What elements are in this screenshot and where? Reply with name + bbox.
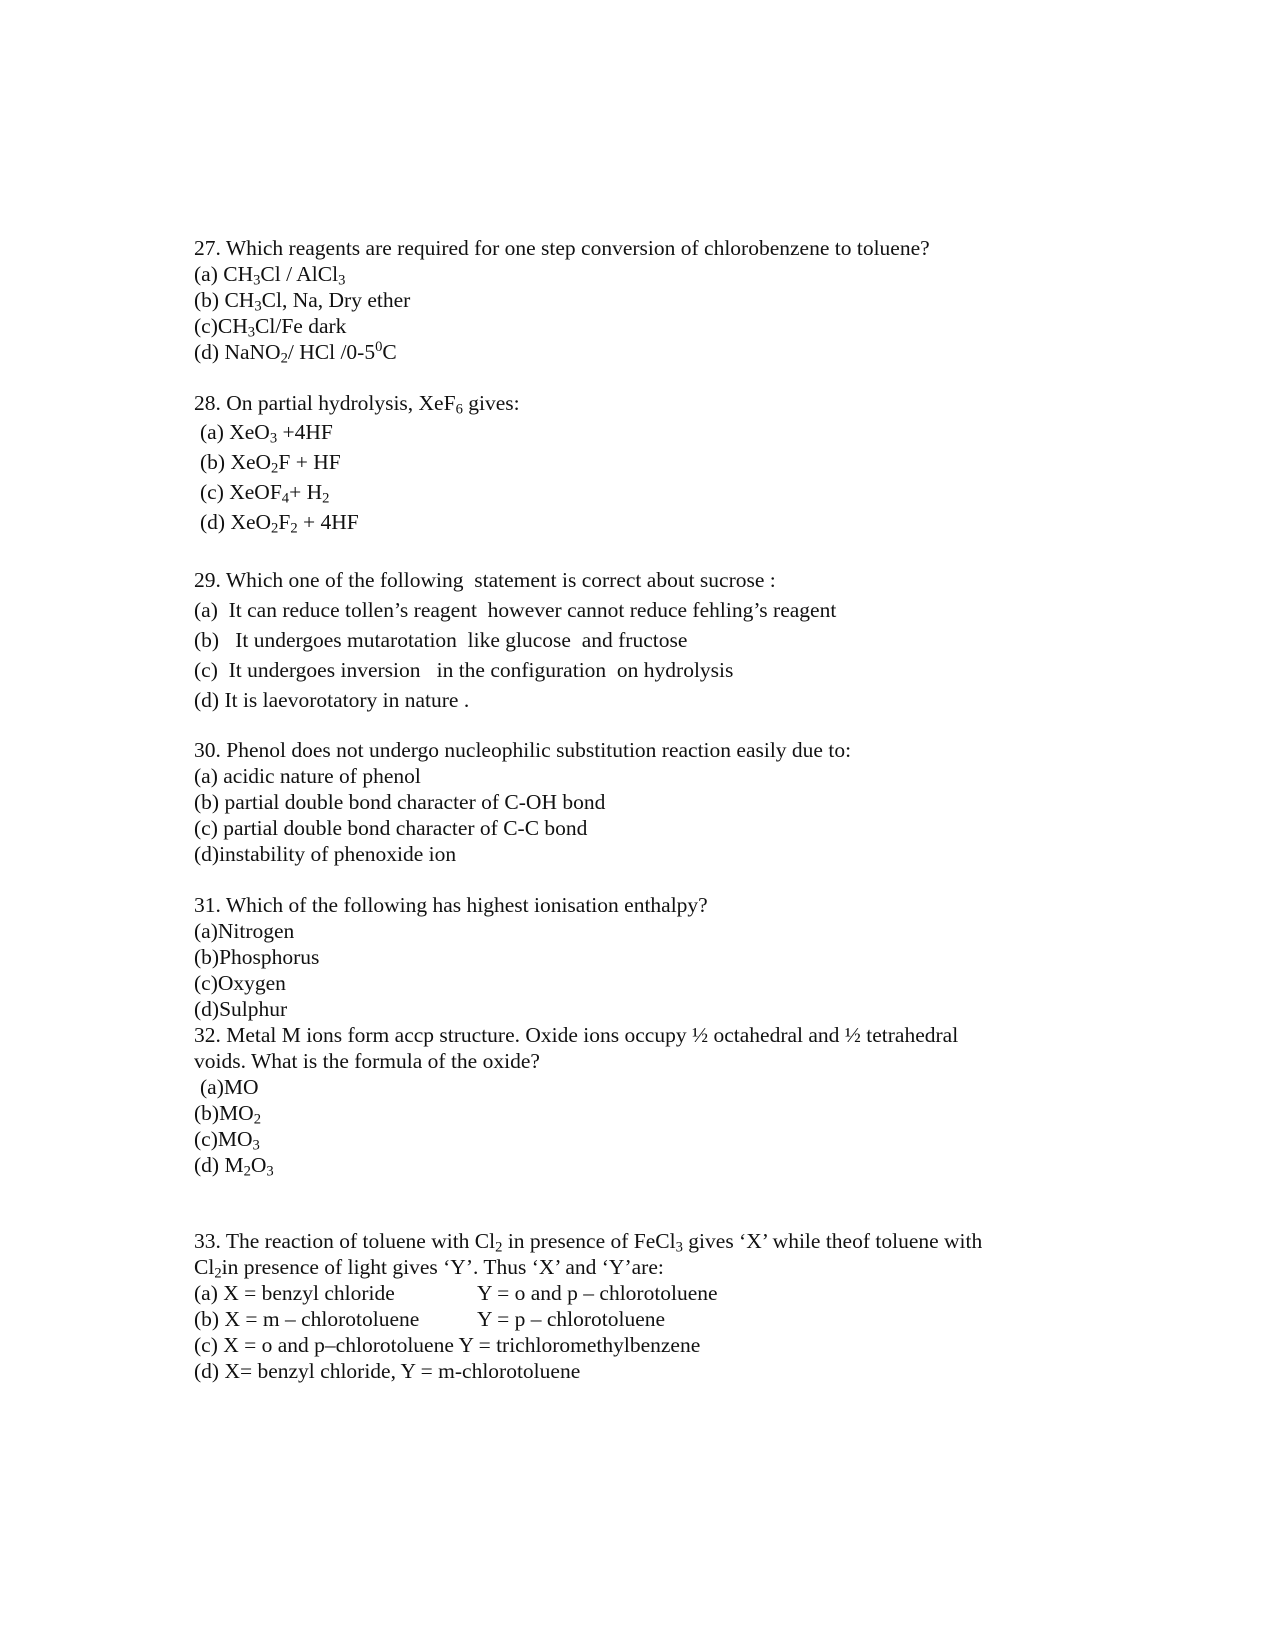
q30-option-b: (b) partial double bond character of C-OH bond xyxy=(194,790,606,814)
q31-option-d: (d)Sulphur xyxy=(194,997,288,1021)
q28-option-d: (d) $XeO_2F_2 + 4HF$ xyxy=(200,510,359,537)
q27-option-b: (b) $CH_3Cl$, Na, Dry ether xyxy=(194,288,411,315)
q27-option-d: (d) NaNO$_2$/ HCl $/0-5^0C$ xyxy=(194,338,397,367)
q29-option-a: (a) It can reduce tollen’s reagent however cannot reduce fehling’s reagent xyxy=(194,598,837,622)
q27-option-c: $(c)CH_3Cl/Fe$ dark xyxy=(194,314,347,341)
q33-stem-line2: $Cl_2in$ presence of light gives ‘Y’. Thus ‘X’ and ‘Y’are: xyxy=(194,1255,664,1282)
q28-option-b: (b) XeO$_2$F + HF xyxy=(200,450,341,477)
q32-option-c: $(c)MO_3$ xyxy=(194,1127,260,1154)
q31-option-b: (b)Phosphorus xyxy=(194,945,320,969)
q27-option-a: (a) $CH_3Cl$ / AlCl$_3$ xyxy=(194,262,346,289)
q32-stem-line1: 32. Metal M ions form accp structure. Oxide ions occupy ½ octahedral and ½ tetrahedral xyxy=(194,1023,959,1047)
q30-option-c: (c) partial double bond character of C-C bond xyxy=(194,816,588,840)
q33-option-a-x: (a) X = benzyl chloride xyxy=(194,1281,395,1305)
q31-stem: 31. Which of the following has highest ionisation enthalpy? xyxy=(194,893,708,917)
q33-option-d: (d) X= benzyl chloride, Y = m-chlorotoluene xyxy=(194,1359,581,1383)
q28-stem: 28. On partial hydrolysis, XeF$_6$ gives: xyxy=(194,391,520,418)
q33-option-a-y: Y = o and p – chlorotoluene xyxy=(477,1281,718,1305)
q29-option-d: (d) It is laevorotatory in nature . xyxy=(194,688,470,712)
q28-option-c: (c) XeOF$_4$+ $H_2$ xyxy=(200,480,330,507)
q33-stem-line1: 33. The reaction of toluene with $Cl_2$ in presence of FeCl$_3$ gives ‘X’ while theof toluene with xyxy=(194,1229,983,1256)
q31-option-a: (a)Nitrogen xyxy=(194,919,295,943)
q29-stem: 29. Which one of the following statement is correct about sucrose : xyxy=(194,568,776,592)
q28-option-a: (a) XeO$_3$ +4HF xyxy=(200,420,333,447)
q30-option-d: (d)instability of phenoxide ion xyxy=(194,842,457,866)
q29-option-c: (c) It undergoes inversion in the configuration on hydrolysis xyxy=(194,658,734,682)
q32-stem-line2: voids. What is the formula of the oxide? xyxy=(194,1049,540,1073)
q32-option-a: (a)MO xyxy=(200,1075,259,1099)
q31-option-c: (c)Oxygen xyxy=(194,971,286,995)
q30-stem: 30. Phenol does not undergo nucleophilic substitution reaction easily due to: xyxy=(194,738,852,762)
q27-stem: 27. Which reagents are required for one step conversion of chlorobenzene to toluene? xyxy=(194,236,930,260)
q30-option-a: (a) acidic nature of phenol xyxy=(194,764,421,788)
q32-option-d: (d) $M_2O_3$ xyxy=(194,1153,274,1180)
q33-option-b-y: Y = p – chlorotoluene xyxy=(477,1307,666,1331)
q33-option-c: (c) X = o and p–chlorotoluene Y = trichloromethylbenzene xyxy=(194,1333,701,1357)
q32-option-b: $(b)MO_2$ xyxy=(194,1101,262,1128)
q29-option-b: (b) It undergoes mutarotation like glucose and fructose xyxy=(194,628,688,652)
q33-option-b-x: (b) X = m – chlorotoluene xyxy=(194,1307,420,1331)
